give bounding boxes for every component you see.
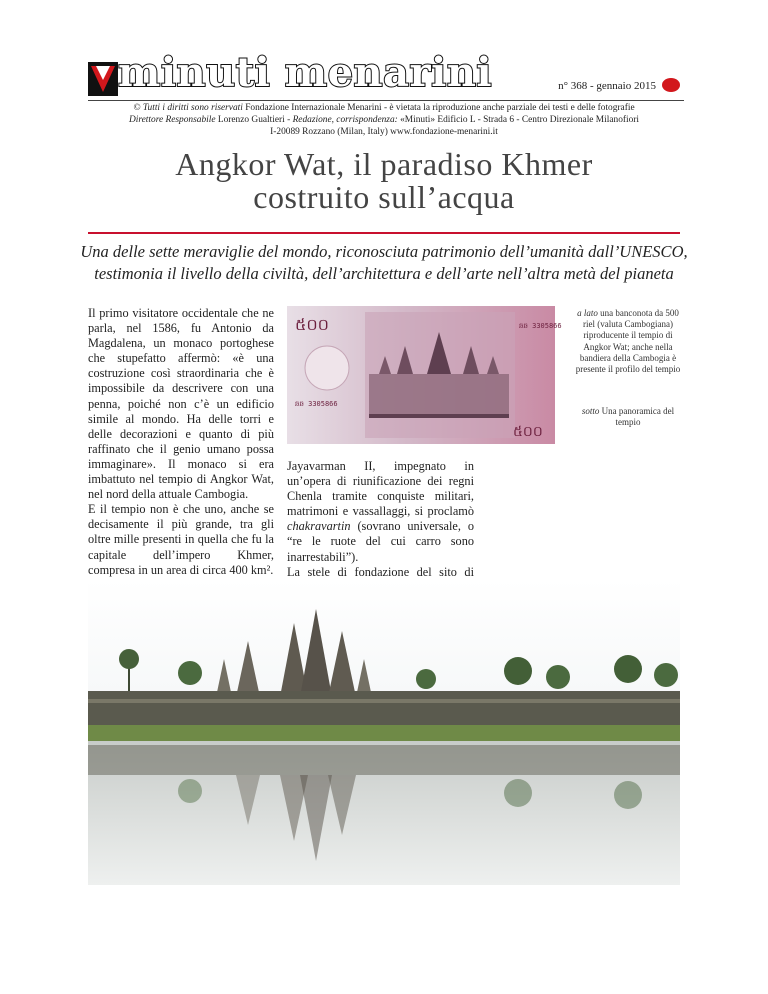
paragraph: Jayavarman II, impegnato in un’opera di riunificazione dei regni Chenla tramite conquiste militari, matrimoni e vassallaggi, si proclamò chakravartin (sovrano universale, o “re le ruote del cui carro sono inarrestabili”). [287,459,475,564]
banknote-serial-2: ឆឆ 3305866 [295,400,338,408]
banknote-serial: ឆឆ 3305866 [519,322,562,330]
red-dot-icon [662,78,680,92]
credits [40,102,728,138]
banknote-denomination: ៥០០ [295,315,329,334]
masthead [88,49,684,102]
article-subtitle: Una delle sette meraviglie del mondo, riconosciuta patrimonio dell’umanità dall’UNESCO, testimonia il livello della civiltà, dell’architettura e dell’arte nell’altra metà del pianeta [80,242,688,283]
masthead-rule [88,100,684,101]
banknote-image [287,306,562,444]
article-title: Angkor Wat, il paradiso Khmer costruito sull’acqua [175,146,593,215]
brand-name: minuti menarini [118,49,493,96]
title-rule [88,232,680,234]
temple-panorama-image [88,579,680,885]
caption-banknote: a lato una banconota da 500 riel (valuta Cambogiana) riproducente il tempio di Angkor Wat; anche nella bandiera della Cambogia è presente il profilo del tempio [575,308,681,375]
paragraph: E il tempio non è che uno, anche se decisamente il più grande, tra gli oltre mille presenti in quella che fu la capitale dell’impero Khmer, compresa in un area di circa 400 km². [88,502,274,577]
credits-line-3: I-20089 Rozzano (Milan, Italy) www.fondazione-menarini.it [270,127,498,137]
paragraph: Il primo visitatore occidentale che ne parla, nel 1586, fu Antonio da Magdalena, un monaco portoghese che stupefatto affermò: «è una costruzione così straordinaria che è impossibile da descrivere con una penna, poiché non c’è un edificio simile al mondo. Ha delle torri e delle decorazioni e quanto di più raffinato che il genio umano possa immaginare». Il monaco si era imbattuto nel tempio di Angkor Wat, nel nord della attuale Cambogia. [88,306,274,502]
paragraph: La stele di fondazione del sito di [287,564,474,579]
issue-number: n° 368 - gennaio 2015 [558,80,656,92]
menarini-logo-icon [88,62,118,96]
banknote-denomination-2: ៥០០ [513,424,543,440]
article-column-1 [88,306,274,608]
credits-line-2: Direttore Responsabile Lorenzo Gualtieri - Redazione, corrispondenza: «Minuti» Edificio L - Strada 6 - Centro Direzionale Milanofiori [128,115,640,125]
caption-panorama: sotto Una panoramica del tempio [581,406,675,428]
credits-line-1: © Tutti i diritti sono riservati Fondazione Internazionale Menarini - è vietata la riproduzione anche parziale dei testi e delle fotografie [133,103,635,113]
